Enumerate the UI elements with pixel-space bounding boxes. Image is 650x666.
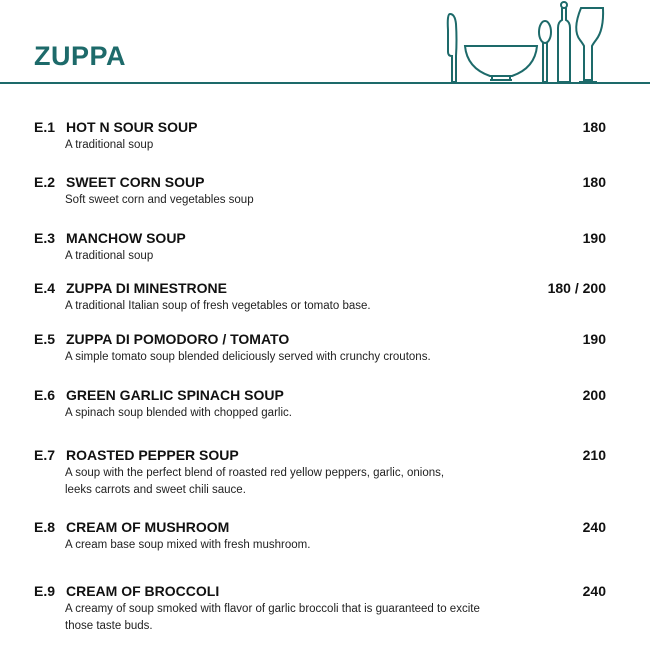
- item-code: E.5: [34, 331, 56, 347]
- item-description: A traditional Italian soup of fresh vegetables or tomato base.: [65, 300, 371, 312]
- glass-icon: [576, 8, 603, 82]
- item-code: E.2: [34, 174, 56, 190]
- item-price: 200: [582, 387, 606, 403]
- item-price: 240: [582, 519, 606, 535]
- item-name: ROASTED PEPPER SOUP: [66, 447, 239, 463]
- item-name: CREAM OF MUSHROOM: [66, 519, 230, 535]
- knife-icon: [448, 14, 457, 82]
- item-description: A soup with the perfect blend of roasted red yellow peppers, garlic, onions, leeks carrots and sweet chili sauce.: [65, 467, 445, 496]
- item-description: Soft sweet corn and vegetables soup: [65, 194, 254, 206]
- item-description: A traditional soup: [65, 139, 154, 151]
- item-description: A cream base soup mixed with fresh mushroom.: [65, 539, 311, 551]
- rolling-pin-icon: [558, 2, 570, 82]
- item-name: CREAM OF BROCCOLI: [66, 583, 220, 599]
- item-name: GREEN GARLIC SPINACH SOUP: [66, 387, 284, 403]
- menu-item: [34, 519, 606, 554]
- item-name: MANCHOW SOUP: [66, 230, 186, 246]
- item-code: E.4: [34, 280, 56, 296]
- item-price: 210: [582, 447, 606, 463]
- item-description: A traditional soup: [65, 250, 154, 262]
- bowl-icon: [465, 46, 537, 80]
- item-price: 240: [582, 583, 606, 599]
- menu-item: [34, 331, 606, 366]
- menu-item: [34, 230, 606, 265]
- item-code: E.6: [34, 387, 56, 403]
- item-code: E.1: [34, 119, 56, 135]
- menu-item: [34, 174, 606, 209]
- menu-item: [34, 447, 606, 499]
- spoon-icon: [539, 21, 551, 82]
- item-code: E.3: [34, 230, 56, 246]
- item-description: A creamy of soup smoked with flavor of garlic broccoli that is guaranteed to excite those taste buds.: [65, 603, 480, 632]
- menu-item: [34, 119, 606, 154]
- utensils-illustration: [440, 0, 610, 84]
- item-name: ZUPPA DI MINESTRONE: [66, 280, 228, 296]
- item-code: E.7: [34, 447, 56, 463]
- item-price: 180: [582, 174, 606, 190]
- item-description: A spinach soup blended with chopped garlic.: [65, 407, 292, 419]
- menu-item: [34, 280, 606, 315]
- item-price: 190: [582, 230, 606, 246]
- menu-item: [34, 583, 606, 635]
- item-name: ZUPPA DI POMODORO / TOMATO: [66, 331, 290, 347]
- item-name: HOT N SOUR SOUP: [66, 119, 198, 135]
- menu-header: [0, 0, 650, 90]
- item-code: E.8: [34, 519, 56, 535]
- item-code: E.9: [34, 583, 56, 599]
- header-divider: [0, 82, 650, 84]
- item-price: 180: [582, 119, 606, 135]
- section-title: ZUPPA: [34, 41, 127, 71]
- item-name: SWEET CORN SOUP: [66, 174, 205, 190]
- item-description: A simple tomato soup blended deliciously served with crunchy croutons.: [65, 351, 431, 363]
- item-price: 180 / 200: [547, 280, 606, 296]
- item-price: 190: [582, 331, 606, 347]
- menu-item: [34, 387, 606, 422]
